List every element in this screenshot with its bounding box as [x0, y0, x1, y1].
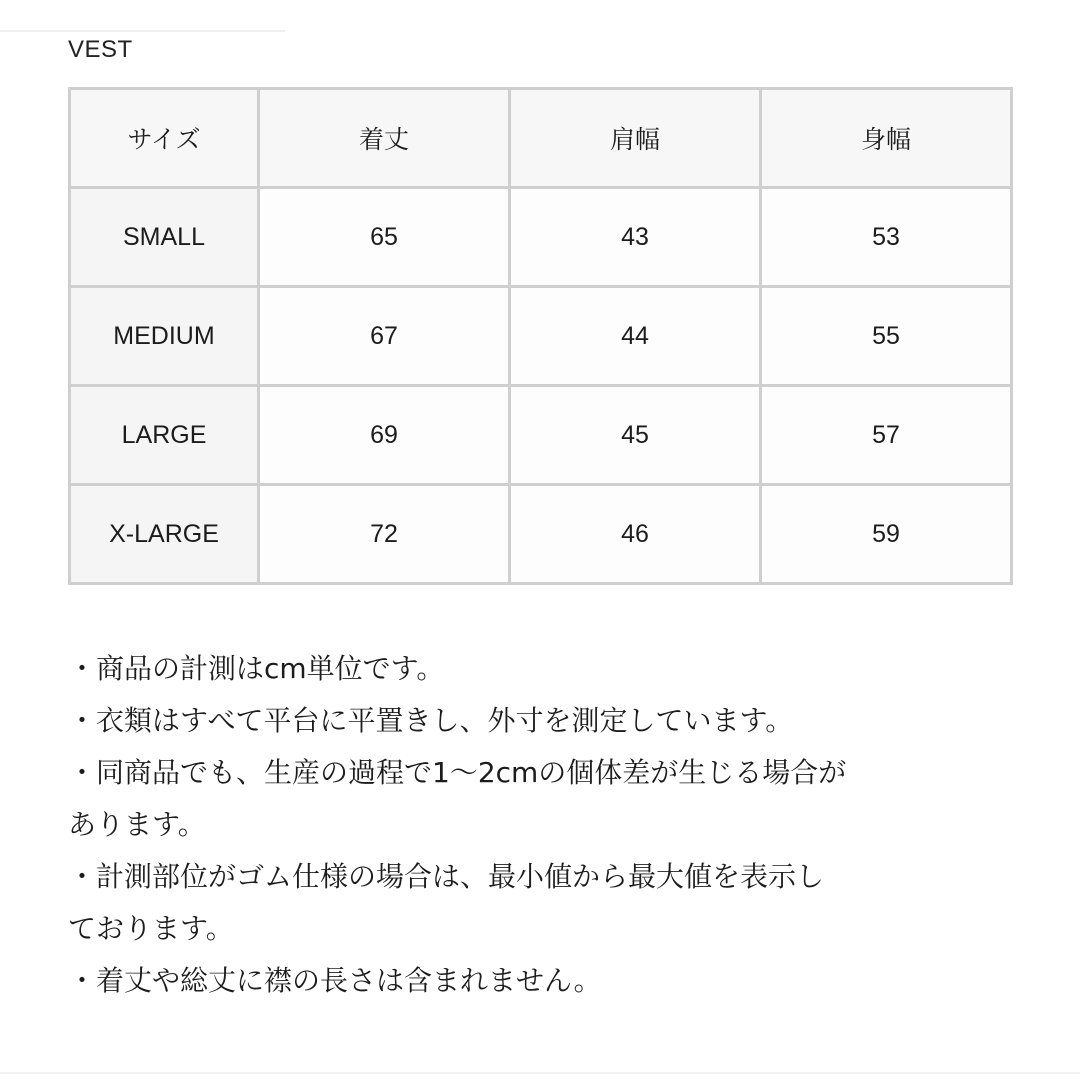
note-line: ・同商品でも、生産の過程で1〜2cmの個体差が生じる場合が — [68, 756, 847, 789]
table-cell-length: 72 — [259, 485, 510, 584]
table-cell-size: LARGE — [70, 386, 259, 485]
table-cell-body-width: 57 — [761, 386, 1012, 485]
table-cell-length: 69 — [259, 386, 510, 485]
table-row — [70, 485, 1012, 584]
note-line: ております。 — [68, 912, 234, 945]
size-chart-table — [68, 87, 1013, 585]
page-title: VEST — [68, 36, 133, 63]
table-cell-shoulder-width: 45 — [510, 386, 761, 485]
measurement-notes — [68, 643, 1028, 1007]
header-size: サイズ — [70, 89, 259, 188]
table-cell-shoulder-width: 44 — [510, 287, 761, 386]
header-shoulder-width: 肩幅 — [510, 89, 761, 188]
table-cell-shoulder-width: 46 — [510, 485, 761, 584]
table-cell-size: SMALL — [70, 188, 259, 287]
table-cell-body-width: 59 — [761, 485, 1012, 584]
table-cell-body-width: 53 — [761, 188, 1012, 287]
top-divider — [0, 30, 285, 32]
header-length: 着丈 — [259, 89, 510, 188]
note-line: あります。 — [68, 808, 206, 841]
table-row — [70, 287, 1012, 386]
table-row — [70, 386, 1012, 485]
table-cell-length: 65 — [259, 188, 510, 287]
table-row — [70, 188, 1012, 287]
table-header-row — [70, 89, 1012, 188]
table-cell-shoulder-width: 43 — [510, 188, 761, 287]
table-cell-size: MEDIUM — [70, 287, 259, 386]
note-line: ・衣類はすべて平台に平置きし、外寸を測定しています。 — [68, 704, 794, 737]
table-cell-body-width: 55 — [761, 287, 1012, 386]
note-line: ・計測部位がゴム仕様の場合は、最小値から最大値を表示し — [68, 860, 825, 893]
table-cell-size: X-LARGE — [70, 485, 259, 584]
bottom-divider — [0, 1072, 1080, 1074]
note-line: ・着丈や総丈に襟の長さは含まれません。 — [68, 964, 602, 997]
note-line: ・商品の計測はcm単位です。 — [68, 652, 445, 685]
table-cell-length: 67 — [259, 287, 510, 386]
header-body-width: 身幅 — [761, 89, 1012, 188]
